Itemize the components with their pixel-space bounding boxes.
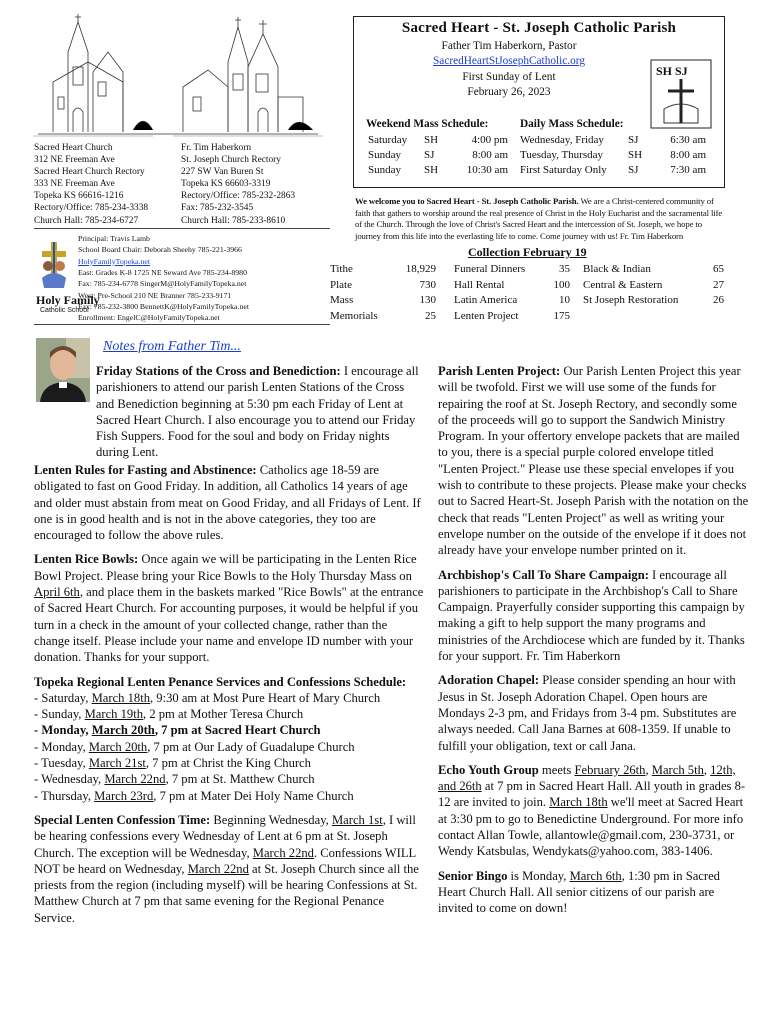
school-west-fax: Fax: 785-232-3800 BennettK@HolyFamilyTopeka.net [78, 302, 249, 312]
daily-day: Wednesday, Friday [520, 134, 604, 146]
address-line: 312 NE Freeman Ave [34, 155, 115, 166]
penance-date: March 21st [88, 756, 146, 771]
penance-day: - Wednesday, [34, 772, 105, 787]
penance-date: March 22nd [104, 772, 166, 787]
left-column-body [34, 363, 424, 934]
bingo-date: March 6th [569, 868, 622, 883]
church-drawing [33, 12, 323, 140]
address-line: Church Hall: 785-234-6727 [34, 215, 139, 226]
school-east: East: Grades K-8 1725 NE Seward Ave 785-234-8980 [78, 268, 247, 278]
address-line: St. Joseph Church Rectory [181, 155, 281, 166]
youth-text: at 7 pm in Sacred Heart Hall. All youth in grades 8-12 are invited to join. [438, 779, 746, 810]
youth-text: , [645, 762, 652, 777]
daily-locs [628, 133, 642, 179]
header-info [354, 39, 664, 100]
collection-label: Lenten Project [454, 309, 519, 322]
youth-date: February 26th [574, 762, 646, 777]
collection-value: 10 [559, 294, 570, 307]
collection-label: Memorials [330, 309, 378, 322]
penance-place: , 7 pm at Mater Dei Holy Name Church [153, 788, 354, 803]
penance-day: - Monday, [34, 723, 92, 738]
collection-col1-values [392, 262, 436, 324]
penance-day: - Thursday, [34, 788, 95, 803]
weekend-loc: SH [424, 164, 439, 177]
penance-place: , 7 pm at Our Lady of Guadalupe Church [147, 739, 355, 754]
weekend-locs [424, 133, 438, 179]
collection-label: Tithe [330, 263, 353, 275]
youth-text: , [703, 762, 711, 777]
collection-label: Hall Rental [454, 278, 505, 291]
weekend-schedule [366, 117, 488, 132]
address-line: 227 SW Van Buren St [181, 167, 264, 178]
daily-loc: SH [628, 149, 643, 162]
adoration-paragraph [438, 672, 750, 753]
address-line: Sacred Heart Church [34, 143, 113, 153]
penance-item [34, 690, 424, 706]
school-principal: Principal: Travis Lamb [78, 234, 150, 243]
daily-days [520, 133, 607, 179]
collection-value: 35 [559, 263, 570, 275]
penance-item [34, 771, 424, 787]
rice-bowls-heading: Lenten Rice Bowls: [34, 552, 139, 567]
collection-label: Central & Eastern [583, 278, 663, 291]
school-enrollment: Enrollment: EngelC@HolyFamilyTopeka.net [78, 313, 220, 323]
youth-text: meets [538, 762, 575, 777]
penance-date: March 20th [91, 723, 155, 738]
penance-place: , 7 pm at Sacred Heart Church [154, 723, 321, 738]
call-to-share-paragraph [438, 567, 750, 665]
penance-day: - Monday, [34, 739, 89, 754]
daily-time: 8:00 am [670, 149, 706, 162]
school-info [78, 233, 328, 324]
school-board: School Board Chair: Deborah Sheehy 785-221-3966 [78, 245, 242, 255]
collection-value: 100 [553, 278, 570, 291]
divider [34, 228, 330, 229]
weekend-day: Sunday [368, 164, 401, 177]
fasting-paragraph [34, 462, 424, 543]
penance-place: , 7 pm at Christ the King Church [145, 756, 311, 771]
weekend-time: 4:00 pm [471, 134, 508, 146]
youth-date: 12th, and 26th [438, 762, 736, 794]
adoration-heading: Adoration Chapel: [438, 673, 540, 688]
weekend-time: 10:30 am [466, 164, 508, 177]
collection-col2-values [536, 262, 570, 324]
collection-col3-labels [583, 262, 678, 309]
date-line: February 26, 2023 [467, 85, 551, 98]
address-line: Church Hall: 785-233-8610 [181, 215, 286, 226]
weekend-days [368, 133, 407, 179]
confession-text: , I will be hearing confessions every Wednesday of Lent at 6 pm at St. Joseph Church. The exception will be Wednesday, [34, 812, 416, 860]
weekend-loc: SJ [424, 149, 435, 162]
parish-title: Sacred Heart - St. Joseph Catholic Parish [401, 20, 677, 36]
penance-date: March 23rd [94, 788, 154, 803]
bingo-text: is Monday, [507, 868, 570, 883]
penance-date: March 19th [84, 707, 144, 722]
address-sacred-heart [34, 142, 148, 227]
address-line: Fax: 785-232-3545 [181, 203, 254, 214]
address-line: Topeka KS 66616-1216 [34, 191, 124, 202]
right-column [438, 363, 750, 925]
weekend-heading: Weekend Mass Schedule: [366, 118, 489, 130]
address-st-joseph [181, 142, 295, 227]
fasting-heading: Lenten Rules for Fasting and Abstinence: [34, 463, 257, 477]
address-line: Rectory/Office: 785-232-2863 [181, 191, 296, 202]
logo-text: SH SJ [656, 64, 688, 78]
welcome-message [355, 196, 727, 242]
penance-date: March 18th [91, 690, 150, 705]
notes-title: Notes from Father Tim... [103, 339, 241, 354]
senior-bingo-paragraph [438, 868, 750, 917]
call-to-share-text: I encourage all parishioners to participate in the Archbishop's Call to Share Campaign. Prayerfully consider supporting this campaign by making a gift to help support the many programs and ministries of the Archdiocese which are funded by it. Thanks for your support. Fr. Tim Haberkorn [438, 567, 745, 664]
confession-heading: Special Lenten Confession Time: [34, 812, 211, 827]
youth-text: we'll meet at Sacred Heart at 3:30 pm to go to Benedictine Underground. For more info contact Allan Towle, allantowle@gmail.com, 230-3731, or Wendy Katsbulas, Wendykats@yahoo.com, 383-1406. [438, 795, 744, 859]
confession-paragraph [34, 812, 424, 926]
divider [34, 324, 330, 325]
pastor-line: Father Tim Haberkorn, Pastor [441, 40, 577, 52]
school-west: West: Pre-School 210 NE Branner 785-233-9171 [78, 290, 232, 300]
penance-item [34, 739, 424, 755]
collection-col1-labels [330, 262, 378, 324]
rice-bowls-text: , and place them in the baskets marked "Rice Bowls" at the entrance of Sacred Heart Church. For accounting purposes, it would be helpful if you turn in a check in the amount of your collected change, rather than the change itself. Please include your name and envelope ID number with your donation. Thanks for your support. [34, 585, 424, 665]
weekend-loc: SH [424, 134, 439, 146]
collection-label: Funeral Dinners [454, 263, 526, 275]
confession-text: Beginning Wednesday, [210, 812, 332, 827]
daily-loc: SJ [628, 164, 639, 177]
adoration-text: Please consider spending an hour with Jesus in St. Joseph Adoration Chapel. Open hours are Mondays 2-3 pm, and Fridays from 3-4 pm. Substitutes are always needed. Call Jana Barnes at 608-1359. If unable to fulfill your obligation, text or call Jana. [438, 673, 737, 753]
confession-date: March 22nd [252, 845, 314, 860]
website-link[interactable]: SacredHeartStJosephCatholic.org [433, 55, 585, 68]
weekend-time: 8:00 am [472, 149, 508, 162]
penance-day: - Tuesday, [34, 756, 89, 771]
youth-date: March 5th [651, 762, 704, 777]
welcome-text: We are a Christ-centered community of faith that gathers to worship around the real presence of Christ in the Holy Eucharist and the sacramental life of the Church. Through the love of Christ's Sacred Heart and the intercession of St. Joseph, we hope to journey from this life into the everlasting life to come. Come journey with us! Fr. Tim Haberkorn [355, 196, 723, 241]
collection-value: 175 [553, 309, 570, 322]
collection-value: 27 [713, 278, 724, 291]
rice-bowls-date: April 6th [34, 585, 80, 600]
address-line: Topeka KS 66603-3319 [181, 179, 271, 190]
welcome-lead: We welcome you to Sacred Heart - St. Joseph Catholic Parish. [355, 196, 579, 206]
daily-heading: Daily Mass Schedule: [520, 118, 624, 130]
collection-value: 25 [425, 309, 436, 322]
weekend-day: Sunday [368, 149, 401, 162]
school-website-link[interactable]: HolyFamilyTopeka.net [78, 256, 150, 266]
collection-col2-labels [454, 262, 525, 324]
penance-day: - Saturday, [34, 690, 92, 705]
daily-time: 7:30 am [670, 164, 706, 177]
penance-place: , 7 pm at St. Matthew Church [165, 772, 315, 787]
lenten-project-heading: Parish Lenten Project: [438, 364, 561, 378]
collection-value: 18,929 [405, 263, 436, 275]
parish-logo [650, 59, 712, 129]
collection-label: Plate [330, 278, 352, 291]
fasting-text: Catholics age 18-59 are obligated to fast on Good Friday. In addition, all Catholics 14 years of age and older must abstain from meat on Good Friday, and all Fridays of Lent. If one is in good health and is not in the above categories, they too are encouraged to follow the above rules. [34, 463, 421, 543]
bingo-text: , 1:30 pm in Sacred Heart Church Hall. All senior citizens of our parish are invited to come on down! [438, 868, 720, 916]
confession-date: March 1st [331, 812, 383, 827]
collection-title: Collection February 19 [468, 245, 587, 259]
youth-group-heading: Echo Youth Group [438, 762, 539, 777]
occasion-line: First Sunday of Lent [462, 70, 556, 83]
lenten-project-text: Our Parish Lenten Project this year will be twofold. First we will use some of the funds for repairing the roof at St. Joseph Rectory, and secondly some of the proceeds will go to support the Sandwich Ministry Program. In your offertory envelope packets that are mailed to you, there is a special purple colored envelope titled "Lenten Project." Please use these special envelopes if you wish to contribute to these projects. Please make your checks out to Sacred Heart-St. Joseph Parish with the notation on the check that reads "Lenten Project" as well as writing your envelope number on the outside of the envelope if it does not already have your envelope number printed on it. [438, 364, 749, 558]
daily-day: Tuesday, Thursday [520, 149, 604, 162]
school-logo-name: Holy Family [36, 293, 100, 307]
weekend-day: Saturday [368, 134, 408, 146]
address-line: Sacred Heart Church Rectory [34, 167, 145, 178]
collection-label: St Joseph Restoration [583, 294, 679, 307]
penance-day: - Sunday, [34, 707, 85, 722]
penance-item-highlight [34, 722, 424, 738]
collection-report [330, 245, 725, 325]
collection-col3-values [698, 262, 724, 309]
penance-heading: Topeka Regional Lenten Penance Services and Confessions Schedule: [34, 674, 407, 689]
penance-item [34, 706, 424, 722]
penance-schedule [34, 674, 424, 804]
rice-bowls-paragraph [34, 551, 424, 665]
weekend-times [450, 133, 508, 179]
collection-value: 65 [713, 263, 724, 275]
collection-value: 26 [713, 294, 724, 307]
penance-place: , 2 pm at Mother Teresa Church [143, 707, 304, 722]
collection-label: Black & Indian [583, 263, 651, 275]
confession-text: at St. Joseph Church since all the priests from the region (including myself) will be hearing Confessions at St. Matthew Church at 7 pm that same evening for the Regional Penance Service. [34, 861, 419, 925]
lenten-project-paragraph [438, 363, 750, 559]
daily-schedule [520, 117, 624, 132]
rice-bowls-text: Once again we will be participating in the Lenten Rice Bowl Project. Please bring your Rice Bowls to the Holy Thursday Mass on [34, 552, 417, 583]
collection-label: Mass [330, 294, 354, 307]
collection-value: 130 [419, 294, 436, 307]
penance-item [34, 788, 424, 804]
daily-time: 6:30 am [670, 134, 706, 146]
address-line: 333 NE Freeman Ave [34, 179, 115, 190]
school-logo-sub: Catholic School [40, 307, 89, 314]
penance-place: , 9:30 am at Most Pure Heart of Mary Church [150, 690, 381, 705]
confession-text: . Confessions WILL NOT be heard on Wednesday, [34, 845, 416, 876]
daily-times [654, 133, 706, 179]
call-to-share-heading: Archbishop's Call To Share Campaign: [438, 567, 649, 582]
stations-heading: Friday Stations of the Cross and Benediction: [96, 364, 341, 378]
daily-loc: SJ [628, 134, 639, 146]
penance-item [34, 755, 424, 771]
penance-date: March 20th [88, 739, 148, 754]
senior-bingo-heading: Senior Bingo [438, 868, 508, 883]
daily-day: First Saturday Only [520, 164, 607, 177]
parish-header-box [353, 16, 725, 188]
youth-group-paragraph [438, 762, 750, 860]
youth-date: March 18th [549, 795, 608, 810]
address-line: Fr. Tim Haberkorn [181, 143, 252, 153]
school-east-fax: Fax: 785-234-6778 SingerM@HolyFamilyTopeka.net [78, 279, 247, 289]
collection-value: 730 [419, 278, 436, 291]
collection-label: Latin America [454, 294, 518, 307]
confession-date: March 22nd [187, 861, 249, 876]
stations-text: I encourage all parishioners to attend our parish Lenten Stations of the Cross and Benediction beginning at 5:30 pm each Friday of Lent at Sacred Heart Church. I also encourage you to attend our Friday Fish Suppers. Food for the soul and body on Friday nights during Lent. [96, 364, 419, 460]
address-line: Rectory/Office: 785-234-3338 [34, 203, 149, 214]
